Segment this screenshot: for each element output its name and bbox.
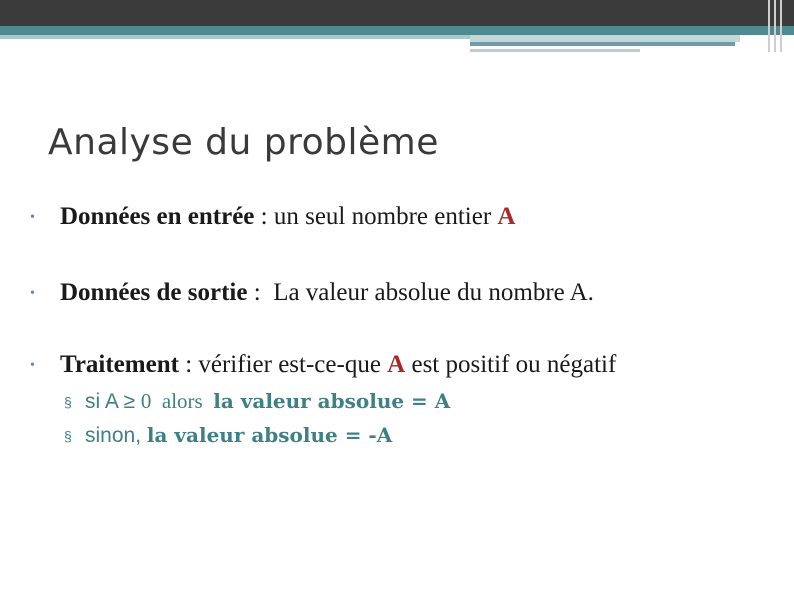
variable-highlight: A: [387, 351, 406, 378]
subitem-prefix: si A ≥: [85, 390, 141, 413]
subitem-zero: 0: [140, 389, 152, 413]
bullet-marker: •: [30, 210, 35, 226]
header-right-stripe: [470, 35, 740, 42]
bullet-text: La valeur absolue du nombre A.: [273, 279, 594, 306]
bullet-input-data: [30, 202, 515, 233]
bullet-label: Données de sortie: [60, 279, 248, 306]
subitem-prefix: sinon,: [85, 424, 147, 447]
bullet-marker: •: [30, 286, 35, 302]
bullet-marker: •: [30, 358, 35, 374]
subitem-positive-case: [64, 388, 450, 415]
subitem-negative-case: [64, 422, 392, 449]
subitem-marker: §: [64, 428, 72, 445]
header-teal-band: [0, 26, 794, 35]
bullet-text-continued: est positif ou négatif: [405, 351, 617, 378]
header-right-thin-stripe: [470, 49, 640, 52]
bullet-separator: :: [178, 351, 199, 378]
variable-highlight: A: [497, 203, 516, 230]
header-vertical-line: [774, 0, 776, 52]
slide-title: Analyse du problème: [48, 122, 439, 163]
header-vertical-line: [768, 0, 770, 52]
subitem-result: la valeur absolue = A: [213, 389, 451, 413]
bullet-text: un seul nombre entier: [273, 203, 498, 230]
header-vertical-line: [780, 0, 782, 52]
bullet-separator: :: [247, 279, 274, 306]
subitem-result: la valeur absolue = -A: [146, 423, 393, 447]
bullet-output-data: [30, 278, 594, 309]
bullet-text: vérifier est-ce-que: [198, 351, 388, 378]
header-dark-band: [0, 0, 794, 26]
bullet-label: Données en entrée: [60, 203, 255, 230]
bullet-processing: [30, 350, 616, 381]
subitem-marker: §: [64, 394, 72, 411]
header-light-stripe: [0, 35, 470, 39]
bullet-separator: :: [254, 203, 274, 230]
header-right-teal-stripe: [470, 42, 735, 46]
bullet-label: Traitement: [60, 351, 179, 378]
subitem-middle: alors: [151, 389, 214, 413]
